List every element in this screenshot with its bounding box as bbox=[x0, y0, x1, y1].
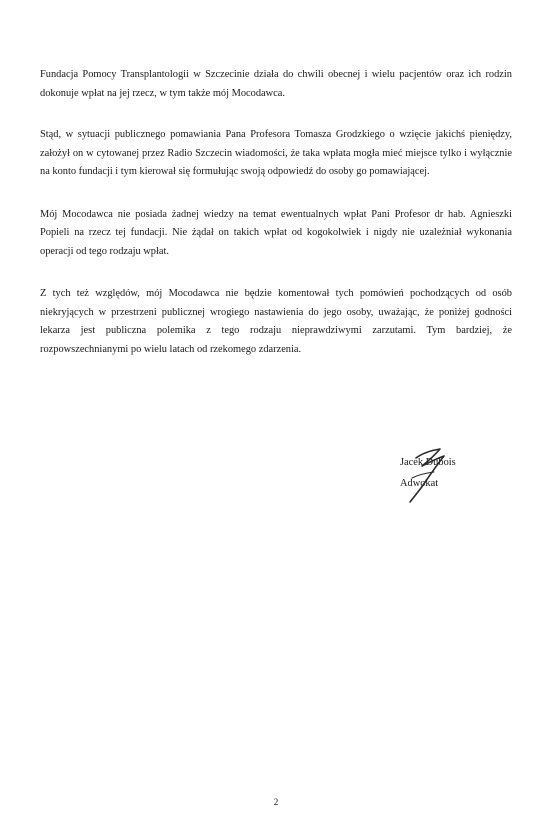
paragraph-no-knowledge: Mój Mocodawca nie posiada żadnej wiedzy na temat ewentualnych wpłat Pani Profesor dr hab. Agnieszki Popieli na rzecz tej fundacji. Nie żądał on takich wpłat od kogokolwiek i nigdy nie uzależniał wykonania operacji od tego rodzaju wpłat. bbox=[40, 208, 512, 257]
signatory-title: Adwokat bbox=[400, 478, 439, 489]
signatory-name: Jacek Dubois bbox=[400, 457, 456, 468]
signature-block bbox=[394, 448, 514, 504]
paragraph-situation: Stąd, w sytuacji publicznego pomawiania Pana Profesora Tomasza Grodzkiego o wzięcie jakichś pieniędzy, założył on w cytowanej przez Radio Szczecin wiadomości, że taka wpłata mogła mieć miejsce tylko i wyłącznie na konto fundacji i tym kierował się formułując swoją odpowiedź do osoby go pomawiającej. bbox=[40, 129, 512, 177]
handwritten-signature bbox=[394, 448, 454, 504]
letter-body bbox=[40, 66, 512, 381]
paragraph-conclusion: Z tych też względów, mój Mocodawca nie będzie komentował tych pomówień pochodzących od osób niekryjących w przestrzeni publicznej wrogiego nastawienia do jego osoby, uważając, że poniżej godności lekarza jest publiczna polemika z tego rodzaju nieprawdziwymi zarzutami. Tym bardziej, że rozpowszechnianymi po wielu latach od rzekomego zdarzenia. bbox=[40, 288, 512, 355]
page-number: 2 bbox=[273, 797, 279, 807]
paragraph-foundation: Fundacja Pomocy Transplantologii w Szczecinie działa do chwili obecnej i wielu pacjentów oraz ich rodzin dokonuje wpłat na jej rzecz, w tym także mój Mocodawca. bbox=[40, 69, 512, 99]
